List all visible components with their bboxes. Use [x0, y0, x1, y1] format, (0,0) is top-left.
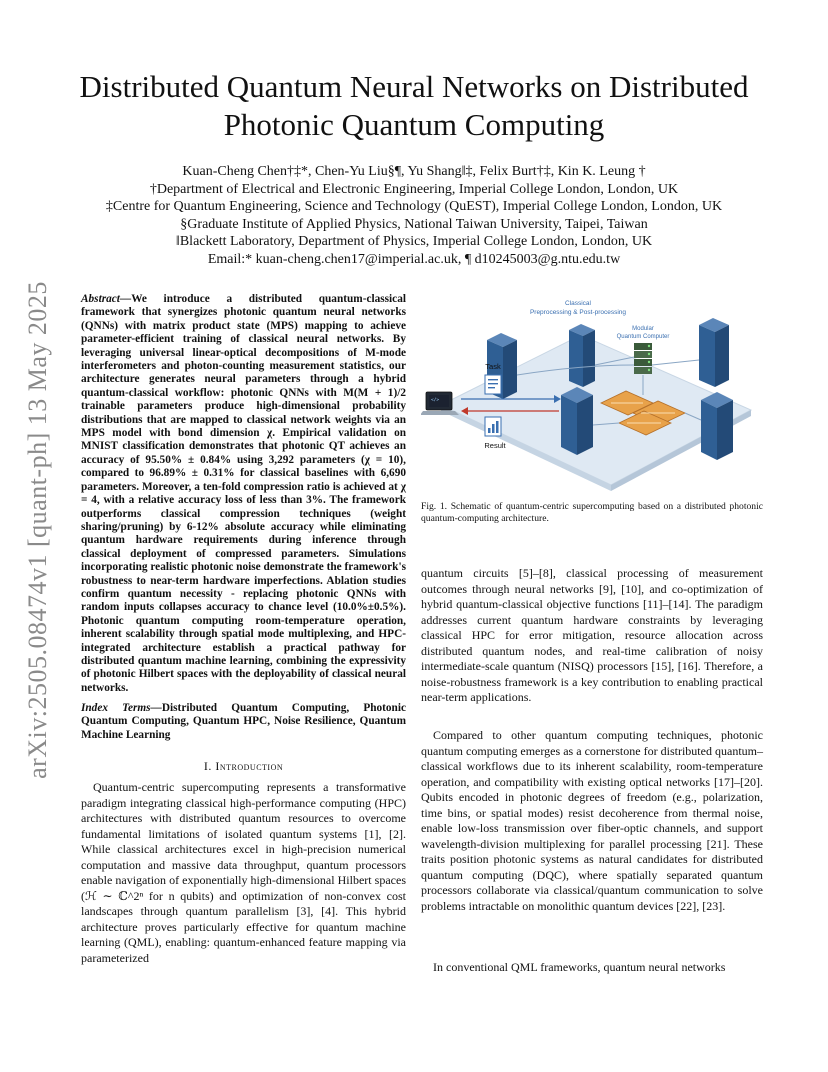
- task-label: Task: [485, 362, 501, 371]
- quantum-computer-label: Quantum Computer: [616, 334, 670, 340]
- figure-caption: Fig. 1. Schematic of quantum-centric supercomputing based on a distributed photonic quantum-computing architecture.: [421, 501, 763, 525]
- affiliation-4: ‖Blackett Laboratory, Department of Physics, Imperial College London, London, UK: [175, 234, 653, 249]
- intro-paragraph: Quantum-centric supercomputing represents a transformative paradigm integrating classical high-performance computing (HPC) architectures with distributed quantum resources to overcome fundamental limitations of isolated quantum systems [1], [2]. While classical architectures excel in high-precision numerical computation and massive data throughput, quantum processors enable navigation of exponentially high-dimensional Hilbert spaces (ℋ ∼ ℂ^2ⁿ for n qubits) and optimization of non-convex cost landscapes through quantum parallelism [3], [4]. This hybrid architecture proves particularly effective for quantum machine learning (QML), enabling: quantum-enhanced feature mapping via parameterized: [81, 780, 406, 965]
- architecture-diagram: [421, 295, 763, 500]
- abstract: [81, 293, 406, 695]
- right-paragraph-1: quantum circuits [5]–[8], classical processing of measurement outcomes through neural networks [9], [10], and co-optimization of hybrid quantum-classical objective functions [11]–[14]. The paradigm addresses current quantum hardware constraints by leveraging classical HPC for error mitigation, resource allocation across distributed quantum nodes, and real-time calibration of noisy intermediate-scale quantum (NISQ) processors [15], [16]. Therefore, a noise-robustness framework is a key contribution to enabling practical near-term applications.: [421, 566, 763, 704]
- quantum-computer-stack: [634, 343, 652, 374]
- result-label: Result: [484, 441, 506, 450]
- index-terms-text: Distributed Quantum Computing, Photonic Quantum Computing, Quantum HPC, Noise Resilience, Quantum Machine Learning: [81, 702, 406, 741]
- task-document-icon: [485, 375, 501, 394]
- section-heading: [81, 759, 406, 774]
- paper-title: Distributed Quantum Neural Networks on Distributed Photonic Quantum Computing: [79, 69, 749, 142]
- svg-text:</>: </>: [431, 398, 440, 403]
- server-tower-front-right: [701, 392, 733, 460]
- modular-label: Modular: [632, 326, 654, 332]
- author-list: Kuan-Cheng Chen†‡*, Chen-Yu Liu§¶, Yu Shang‖‡, Felix Burt†‡, Kin K. Leung †: [182, 164, 646, 179]
- figure-1: [421, 295, 763, 500]
- index-terms-label: Index Terms—: [81, 702, 162, 714]
- arxiv-id-text: arXiv:2505.08474v1 [quant-ph] 13 May 2025: [23, 281, 52, 779]
- author-block: [70, 163, 758, 268]
- server-tower-right: [699, 318, 729, 387]
- section-title: Introduction: [215, 759, 284, 773]
- right-paragraph-2: Compared to other quantum computing techniques, photonic quantum computing emerges as a cornerstone for distributed quantum–classical workflows due to its inherent scalability, room-temperature operation, and compatibility with existing optical networks [17]–[20]. Qubits encoded in photonic degrees of freedom (e.g., polarization, time bins, or spatial modes) resist decoherence from thermal noise, enable low-loss transmission over fiber-optic channels, and support wavelength-division multiplexing for parallel processing [21]. These traits position photonic systems as natural candidates for distributed quantum computing (DQC), where spatially separated quantum processors collaborate via classical/quantum communication to solve problems intractable on monolithic quantum devices [22], [23].: [421, 728, 763, 913]
- abstract-text: We introduce a distributed quantum-classical framework that synergizes photonic quantum neural networks (QNNs) with matrix product state (MPS) mapping to achieve parameter-efficient training of classical neural networks. By leveraging universal linear-optical decompositions of M-mode interferometers and photon-counting measurement statistics, our architecture generates neural parameters through a hybrid quantum-classical workflow: photonic QNNs with M(M + 1)/2 trainable parameters produce high-dimensional probability distributions that are mapped to classical network weights via an MPS model with bond dimension χ. Empirical validation on MNIST classification demonstrates that photonic QT achieves an accuracy of 95.50% ± 0.84% using 3,292 parameters (χ = 10), compared to 96.89% ± 0.31% for classical baselines with 6,690 parameters. Moreover, a ten-fold compression ratio is achieved at χ = 4, with a relative accuracy loss of less than 3%. The framework outperforms classical compression techniques (weight sharing/pruning) by 6-12% absolute accuracy while eliminating quantum hardware requirements during inference through classical deployment of compressed parameters. Simulations incorporating realistic photonic noise demonstrate the framework's robustness to near-term hardware imperfections. Ablation studies confirm quantum necessity - replacing photonic QNNs with random inputs collapses accuracy to chance level (10.0%±0.5%). Photonic quantum computing room-temperature operation, inherent scalability through spatial mode multiplexing, and HPC-integrated architecture establish a practical pathway for distributed quantum machine learning, combining the expressivity of photonic Hilbert spaces with the deployability of classical neural networks.: [81, 293, 406, 694]
- section-number: I.: [203, 759, 212, 773]
- index-terms: [81, 702, 406, 742]
- affiliation-1: †Department of Electrical and Electronic Engineering, Imperial College London, London, UK: [149, 181, 679, 197]
- arxiv-identifier: [20, 270, 56, 790]
- preprocessing-label: Preprocessing & Post-processing: [529, 309, 627, 316]
- affiliation-3: §Graduate Institute of Applied Physics, National Taiwan University, Taipei, Taiwan: [180, 216, 648, 232]
- server-tower-front-left: [561, 387, 593, 455]
- result-chart-icon: [485, 417, 501, 436]
- right-paragraph-3: In conventional QML frameworks, quantum neural networks: [433, 960, 726, 974]
- email-line: Email:* kuan-cheng.chen17@imperial.ac.uk, ¶ d10245003@g.ntu.edu.tw: [207, 251, 621, 267]
- affiliation-2: ‡Centre for Quantum Engineering, Science and Technology (QuEST), Imperial College London, London, UK: [105, 199, 723, 214]
- abstract-label: Abstract—: [81, 293, 132, 305]
- classical-label: Classical: [564, 300, 592, 307]
- server-tower-back: [569, 324, 595, 387]
